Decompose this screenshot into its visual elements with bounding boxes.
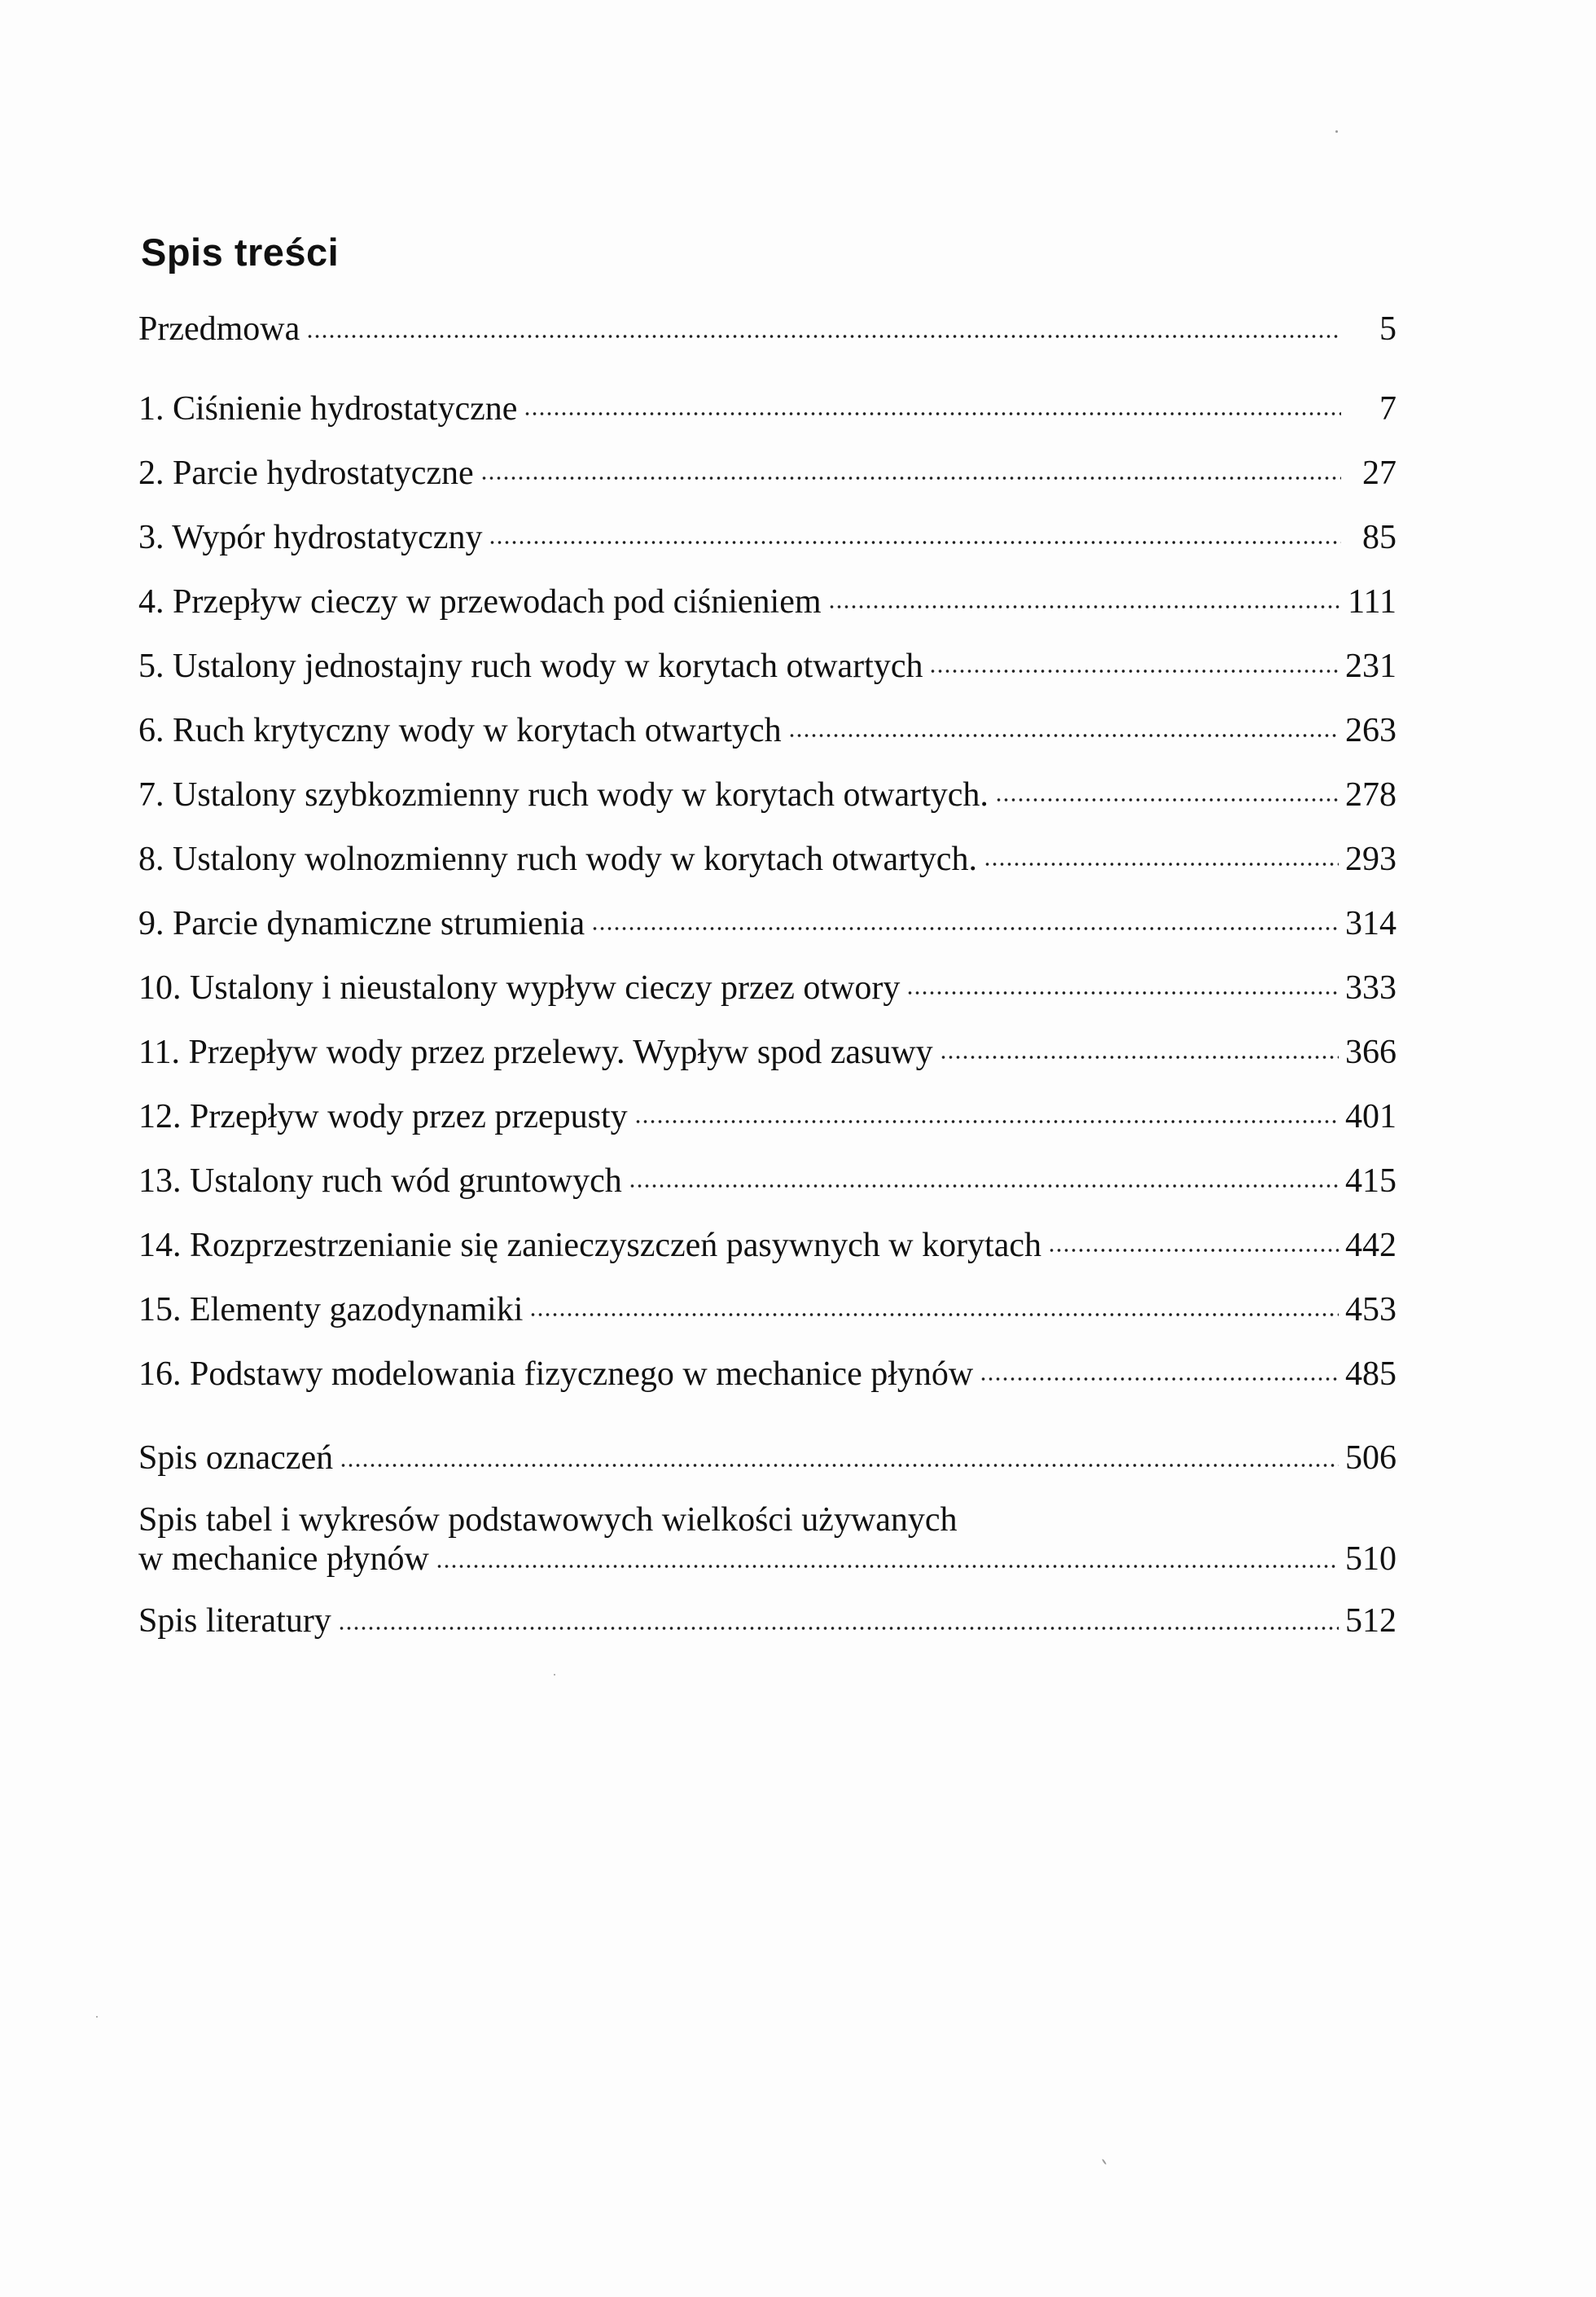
dot-leader <box>529 1310 1339 1320</box>
chapter-list <box>138 376 1396 1406</box>
toc-entry-chapter <box>138 891 1396 955</box>
toc-entry-label <box>138 1290 523 1329</box>
toc-entry-label <box>138 968 900 1008</box>
toc-entry-label-line1: Spis tabel i wykresów podstawowych wielkości używanych <box>138 1501 958 1539</box>
chapter-title: Rozprzestrzenianie się zanieczyszczeń pasywnych w korytach <box>190 1226 1042 1264</box>
chapter-number: 13. <box>138 1162 182 1200</box>
toc-entry-label <box>138 1162 622 1201</box>
dot-leader <box>929 666 1339 676</box>
toc-entry-page: 485 <box>1345 1355 1396 1393</box>
toc-entry-page: 333 <box>1345 968 1396 1007</box>
chapter-title: Elementy gazodynamiki <box>190 1290 524 1329</box>
chapter-number: 5. <box>138 647 164 685</box>
chapter-number: 11. <box>138 1033 180 1071</box>
chapter-number: 3. <box>138 518 164 556</box>
toc-entry-page: 415 <box>1345 1162 1396 1200</box>
toc-entry-label <box>138 454 474 493</box>
toc-entry-label <box>138 1355 973 1394</box>
toc-entry-page: 263 <box>1345 711 1396 749</box>
toc-entry-label <box>138 582 822 621</box>
toc-entry-page: 506 <box>1345 1439 1396 1477</box>
page-title: Spis treści <box>141 231 340 274</box>
table-of-contents <box>138 310 1396 1663</box>
toc-entry-label <box>138 775 989 815</box>
toc-entry-label <box>138 711 782 750</box>
dot-leader <box>980 1374 1339 1384</box>
chapter-number: 6. <box>138 711 164 749</box>
toc-entry-chapter <box>138 698 1396 762</box>
toc-entry-label-line2: w mechanice płynów <box>138 1540 429 1578</box>
toc-entry-chapter <box>138 955 1396 1020</box>
toc-entry-page: 512 <box>1345 1602 1396 1640</box>
toc-entry-symbols <box>138 1438 1396 1478</box>
scan-speck <box>1102 2159 1107 2165</box>
dot-leader <box>340 1460 1339 1470</box>
chapter-title: Ciśnienie hydrostatyczne <box>173 389 518 428</box>
scan-speck <box>96 2016 98 2018</box>
chapter-number: 12. <box>138 1097 182 1135</box>
dot-leader <box>940 1052 1339 1062</box>
toc-entry-page: 85 <box>1362 518 1396 556</box>
chapter-title: Ustalony wolnozmienny ruch wody w korytach otwartych. <box>173 840 977 878</box>
chapter-number: 4. <box>138 582 164 621</box>
dot-leader <box>995 795 1339 805</box>
chapter-title: Podstawy modelowania fizycznego w mechanice płynów <box>190 1355 974 1393</box>
chapter-number: 14. <box>138 1226 182 1264</box>
toc-entry-chapter <box>138 1084 1396 1148</box>
dot-leader <box>788 731 1339 740</box>
toc-entry-chapter <box>138 569 1396 634</box>
chapter-number: 8. <box>138 840 164 878</box>
chapter-title: Ustalony jednostajny ruch wody w korytach otwartych <box>173 647 923 685</box>
toc-entry-label <box>138 840 977 879</box>
toc-entry-page: 366 <box>1345 1033 1396 1071</box>
toc-entry-preface <box>138 310 1396 349</box>
chapter-number: 7. <box>138 775 164 814</box>
dot-leader <box>591 924 1339 933</box>
toc-entry-label <box>138 1097 628 1136</box>
toc-entry-page: 7 <box>1379 389 1396 428</box>
toc-entry-chapter <box>138 762 1396 827</box>
dot-leader <box>828 602 1341 612</box>
toc-entry-label: Spis literatury <box>138 1602 331 1640</box>
dot-leader <box>338 1623 1339 1633</box>
toc-entry-label <box>138 518 482 557</box>
dot-leader <box>984 859 1339 869</box>
toc-entry-chapter <box>138 1342 1396 1406</box>
chapter-number: 2. <box>138 454 164 492</box>
chapter-number: 9. <box>138 904 164 942</box>
chapter-title: Przepływ wody przez przepusty <box>190 1097 628 1135</box>
toc-entry-line2 <box>138 1539 1396 1579</box>
dot-leader <box>629 1181 1339 1191</box>
chapter-number: 16. <box>138 1355 182 1393</box>
dot-leader <box>634 1117 1339 1127</box>
toc-entry-chapter <box>138 441 1396 505</box>
toc-entry-page: 510 <box>1345 1540 1396 1578</box>
chapter-number: 1. <box>138 389 164 428</box>
chapter-title: Przepływ cieczy w przewodach pod ciśnieniem <box>173 582 822 621</box>
chapter-number: 10. <box>138 968 182 1007</box>
toc-entry-page: 293 <box>1345 840 1396 878</box>
toc-entry-chapter <box>138 376 1396 441</box>
toc-entry-page: 314 <box>1345 904 1396 942</box>
dot-leader <box>436 1561 1339 1571</box>
toc-entry-page: 5 <box>1379 310 1396 348</box>
chapter-title: Ustalony ruch wód gruntowych <box>190 1162 622 1200</box>
chapter-title: Ustalony szybkozmienny ruch wody w korytach otwartych. <box>173 775 989 814</box>
toc-entry-page: 27 <box>1362 454 1396 492</box>
toc-entry-label: Spis oznaczeń <box>138 1439 334 1477</box>
chapter-title: Ruch krytyczny wody w korytach otwartych <box>173 711 782 749</box>
dot-leader <box>906 988 1339 998</box>
dot-leader <box>306 332 1341 341</box>
toc-entry-label <box>138 647 923 686</box>
toc-entry-page: 231 <box>1345 647 1396 685</box>
chapter-title: Ustalony i nieustalony wypływ cieczy przez otwory <box>190 968 901 1007</box>
toc-entry-label <box>138 389 517 428</box>
chapter-title: Parcie hydrostatyczne <box>173 454 474 492</box>
chapter-number: 15. <box>138 1290 182 1329</box>
toc-entry-page: 111 <box>1348 582 1396 621</box>
dot-leader <box>1048 1245 1339 1255</box>
dot-leader <box>524 409 1341 419</box>
toc-entry-page: 442 <box>1345 1226 1396 1264</box>
toc-entry-label: Przedmowa <box>138 310 300 348</box>
toc-entry-page: 401 <box>1345 1097 1396 1135</box>
scan-speck <box>554 1674 555 1676</box>
chapter-title: Przepływ wody przez przelewy. Wypływ spod zasuwy <box>188 1033 933 1071</box>
toc-entry-tables <box>138 1500 1396 1579</box>
toc-entry-chapter <box>138 1277 1396 1342</box>
scan-speck <box>1335 130 1338 133</box>
toc-entry-chapter <box>138 634 1396 698</box>
toc-entry-literature <box>138 1601 1396 1640</box>
toc-entry-page: 453 <box>1345 1290 1396 1329</box>
toc-entry-chapter <box>138 505 1396 569</box>
toc-entry-chapter <box>138 1213 1396 1277</box>
toc-entry-chapter <box>138 827 1396 891</box>
chapter-title: Wypór hydrostatyczny <box>172 518 483 556</box>
toc-entry-chapter <box>138 1148 1396 1213</box>
toc-entry-label <box>138 904 585 943</box>
toc-entry-page: 278 <box>1345 775 1396 814</box>
toc-entry-label <box>138 1226 1041 1265</box>
dot-leader <box>489 538 1341 547</box>
toc-entry-label <box>138 1033 933 1072</box>
toc-entry-chapter <box>138 1020 1396 1084</box>
dot-leader <box>480 473 1341 483</box>
chapter-title: Parcie dynamiczne strumienia <box>173 904 585 942</box>
